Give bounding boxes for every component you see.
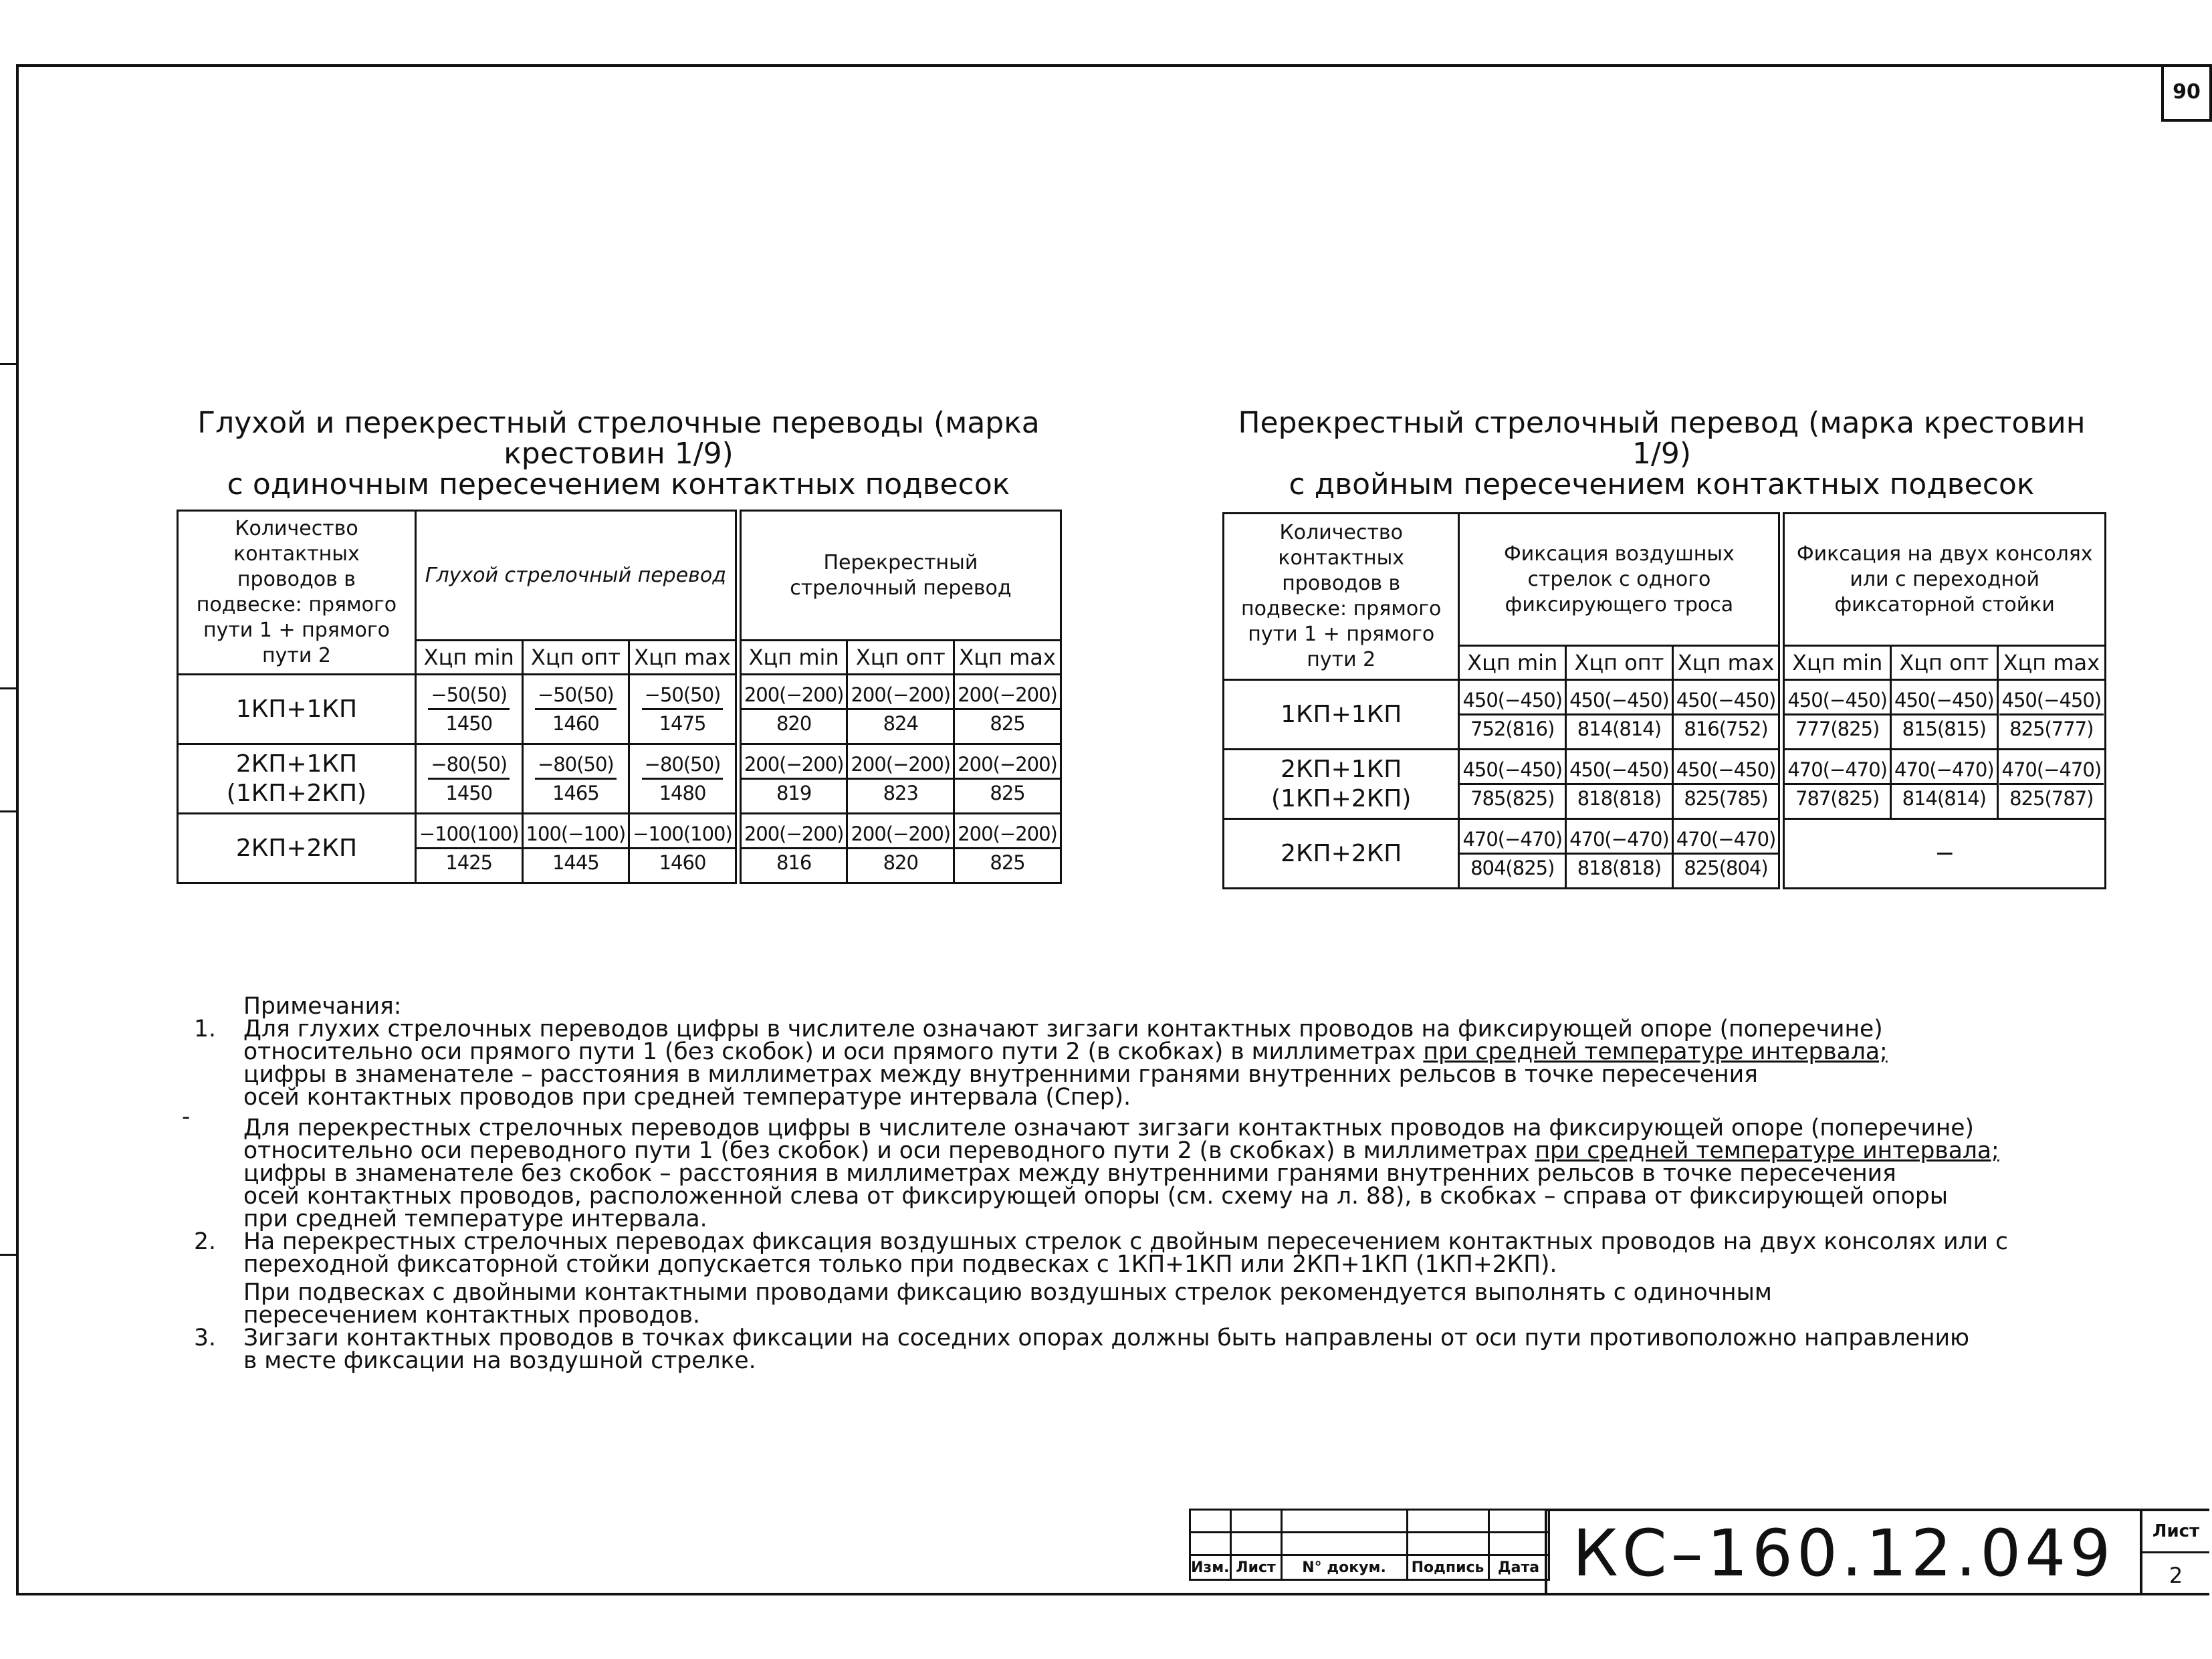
note-number: 1.: [194, 1016, 216, 1042]
note-line: Для глухих стрелочных переводов цифры в числителе означают зигзаги контактных проводов на фиксирующей опоре (поперечине): [243, 1016, 1883, 1042]
row-name: 2КП+2КП: [1224, 819, 1459, 889]
fraction-cell: 470(−470) 825(804): [1672, 819, 1781, 889]
document-code: КС–160.12.049: [1545, 1509, 2140, 1595]
sheet-number: 2: [2169, 1563, 2183, 1588]
left-group1: Глухой стрелочный перевод: [415, 511, 738, 641]
fraction-cell: 450(−450) 785(825): [1459, 750, 1566, 819]
note-line: пересечением контактных проводов.: [243, 1302, 701, 1329]
fraction-cell: 200(−200) 825: [954, 814, 1061, 883]
sheet-box: [2140, 1509, 2209, 1595]
stamp-label: Изм.: [1190, 1555, 1231, 1580]
right-sub-header: Xцп опт: [1566, 646, 1673, 680]
fraction-cell: −50(50) 1460: [522, 675, 629, 744]
fraction-cell: 200(−200) 824: [847, 675, 954, 744]
margin-tick: [0, 810, 16, 812]
row-name: 2КП+2КП: [178, 814, 416, 883]
fraction-cell: 200(−200) 820: [738, 675, 847, 744]
table-row: [178, 744, 1061, 814]
stamp-label: Лист: [1230, 1555, 1281, 1580]
fraction-cell: 200(−200) 820: [847, 814, 954, 883]
left-sub-header: Xцп max: [954, 641, 1061, 675]
right-group2: Фиксация на двух консолях или с переходной фиксаторной стойки: [1781, 514, 2105, 646]
right-title-line1: Перекрестный стрелочный перевод (марка крестовин 1/9): [1238, 406, 2086, 471]
right-table-title: [1217, 408, 2106, 500]
note-line: Зигзаги контактных проводов в точках фиксации на соседних опорах должны быть направлены от оси пути противоположно направлению: [243, 1325, 1970, 1351]
fraction-cell: 450(−450) 777(825): [1781, 680, 1890, 750]
stamp-label: N° докум.: [1281, 1555, 1407, 1580]
stamp-label: Подпись: [1407, 1555, 1488, 1580]
left-group2: Перекрестный стрелочный перевод: [738, 511, 1061, 641]
note-line: Для перекрестных стрелочных переводов цифры в числителе означают зигзаги контактных проводов на фиксирующей опоре (поперечине): [243, 1115, 1974, 1141]
page-number: 90: [2161, 64, 2212, 122]
left-table: [177, 510, 1062, 884]
fraction-cell: 450(−450) 825(777): [1997, 680, 2105, 750]
notes: [194, 995, 2133, 1372]
fraction-cell: −80(50) 1465: [522, 744, 629, 814]
note-item: [194, 1230, 2133, 1327]
right-table: [1222, 512, 2106, 889]
table-row: [1224, 819, 2106, 889]
right-group1: Фиксация воздушных стрелок с одного фиксирующего троса: [1459, 514, 1781, 646]
left-col-head: Количество контактных проводов в подвеске: прямого пути 1 + прямого пути 2: [178, 511, 416, 675]
note-line: осей контактных проводов при средней температуре интервала (Спер).: [243, 1084, 1131, 1111]
table-row: [178, 675, 1061, 744]
fraction-cell: 200(−200) 825: [954, 744, 1061, 814]
left-sub-header: Xцп опт: [847, 641, 954, 675]
row-name: 1КП+1КП: [1224, 680, 1459, 750]
stamp-label: Дата: [1488, 1555, 1549, 1580]
row-name: 2КП+1КП (1КП+2КП): [1224, 750, 1459, 819]
right-sub-header: Xцп min: [1781, 646, 1890, 680]
left-sub-header: Xцп max: [629, 641, 738, 675]
fraction-cell: −80(50) 1450: [415, 744, 522, 814]
table-row: [1224, 750, 2106, 819]
fraction-cell: 200(−200) 825: [954, 675, 1061, 744]
fraction-cell: 200(−200) 819: [738, 744, 847, 814]
fraction-cell: 200(−200) 816: [738, 814, 847, 883]
right-title-line2: с двойным пересечением контактных подвесок: [1289, 467, 2035, 502]
fraction-cell: 200(−200) 823: [847, 744, 954, 814]
row-name: 1КП+1КП: [178, 675, 416, 744]
sheet-label: Лист: [2142, 1511, 2209, 1553]
fraction-cell: −80(50) 1480: [629, 744, 738, 814]
left-title-line2: с одиночным пересечением контактных подвесок: [227, 467, 1010, 502]
fraction-cell: 470(−470) 814(814): [1891, 750, 1998, 819]
note-line: относительно оси переводного пути 1 (без скобок) и оси переводного пути 2 (в скобках) в миллиметрах при средней температуре интервала;: [243, 1137, 1999, 1164]
fraction-cell: 450(−450) 814(814): [1566, 680, 1673, 750]
note-number: 2.: [194, 1228, 216, 1255]
note-line: осей контактных проводов, расположенной слева от фиксирующей опоры (см. схему на л. 88), в скобках – справа от фиксирующей опоры: [243, 1183, 1948, 1210]
right-sub-header: Xцп max: [1997, 646, 2105, 680]
right-sub-header: Xцп max: [1672, 646, 1781, 680]
margin-tick: [0, 687, 16, 689]
fraction-cell: −50(50) 1475: [629, 675, 738, 744]
note-line: цифры в знаменателе – расстояния в миллиметрах между внутренними гранями внутренних рельсов в точке пересечения: [243, 1061, 1758, 1088]
note-number: 3.: [194, 1325, 216, 1351]
margin-tick: [0, 363, 16, 365]
right-sub-header: Xцп min: [1459, 646, 1566, 680]
fraction-cell: 470(−470) 804(825): [1459, 819, 1566, 889]
note-item: [194, 1018, 2133, 1230]
fraction-cell: −100(100) 1425: [415, 814, 522, 883]
note-line: относительно оси прямого пути 1 (без скобок) и оси прямого пути 2 (в скобках) в миллиметрах при средней температуре интервала;: [243, 1038, 1888, 1065]
fraction-cell: −100(100) 1460: [629, 814, 738, 883]
fraction-cell: 470(−470) 825(787): [1997, 750, 2105, 819]
note-line: цифры в знаменателе без скобок – расстояния в миллиметрах между внутренними гранями внутренних рельсов в точке пересечения: [243, 1160, 1896, 1187]
fraction-cell: −50(50) 1450: [415, 675, 522, 744]
revision-stamp: [1189, 1509, 1550, 1581]
right-col-head: Количество контактных проводов в подвеске: прямого пути 1 + прямого пути 2: [1224, 514, 1459, 680]
row-name: 2КП+1КП (1КП+2КП): [178, 744, 416, 814]
left-title-line1: Глухой и перекрестный стрелочные переводы (марка крестовин 1/9): [197, 406, 1040, 471]
left-sub-header: Xцп опт: [522, 641, 629, 675]
fraction-cell: 450(−450) 815(815): [1891, 680, 1998, 750]
right-sub-header: Xцп опт: [1891, 646, 1998, 680]
note-line: При подвесках с двойными контактными проводами фиксацию воздушных стрелок рекомендуется выполнять с одиночным: [243, 1279, 1772, 1306]
margin-tick: [0, 1254, 16, 1256]
note-line: переходной фиксаторной стойки допускается только при подвесках с 1КП+1КП или 2КП+1КП (1КП+2КП).: [243, 1251, 1557, 1278]
notes-heading: Примечания:: [243, 993, 402, 1020]
table-row: [178, 814, 1061, 883]
note-line: при средней температуре интервала.: [243, 1206, 707, 1232]
merged-cell: −: [1781, 819, 2105, 889]
fraction-cell: 450(−450) 825(785): [1672, 750, 1781, 819]
note-item: [194, 1327, 2133, 1372]
fraction-cell: 450(−450) 752(816): [1459, 680, 1566, 750]
fraction-cell: 450(−450) 816(752): [1672, 680, 1781, 750]
table-row: [1224, 680, 2106, 750]
note-line: в месте фиксации на воздушной стрелке.: [243, 1347, 756, 1374]
left-sub-header: Xцп min: [738, 641, 847, 675]
note-line: На перекрестных стрелочных переводах фиксация воздушных стрелок с двойным пересечением контактных проводов на двух консолях или с: [243, 1228, 2008, 1255]
fraction-cell: 470(−470) 818(818): [1566, 819, 1673, 889]
fraction-cell: 450(−450) 818(818): [1566, 750, 1673, 819]
fraction-cell: 470(−470) 787(825): [1781, 750, 1890, 819]
margin-dash: -: [182, 1103, 191, 1130]
fraction-cell: 100(−100) 1445: [522, 814, 629, 883]
left-sub-header: Xцп min: [415, 641, 522, 675]
left-table-title: [174, 408, 1063, 500]
